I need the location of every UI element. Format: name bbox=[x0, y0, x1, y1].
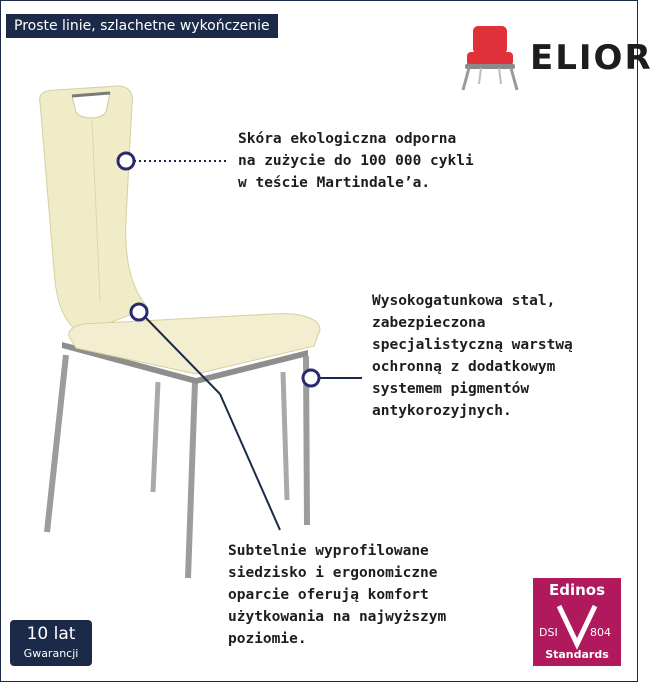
feature-line: specjalistyczną warstwą bbox=[372, 337, 573, 353]
feature-line: Skóra ekologiczna odporna bbox=[238, 131, 457, 147]
feature-eco-leather bbox=[238, 128, 474, 194]
warranty-badge bbox=[10, 620, 92, 666]
marker-icon bbox=[131, 304, 147, 320]
feature-ergonomic-seat bbox=[228, 540, 446, 650]
marker-icon bbox=[303, 370, 319, 386]
edinos-title: Edinos bbox=[548, 581, 606, 599]
feature-line: Wysokogatunkowa stal, bbox=[372, 293, 556, 309]
edinos-dsi: DSI bbox=[539, 626, 558, 639]
feature-line: zabezpieczona bbox=[372, 315, 486, 331]
feature-line: antykorozyjnych. bbox=[372, 403, 512, 419]
edinos-badge bbox=[533, 578, 621, 666]
warranty-label: Gwarancji bbox=[23, 647, 79, 660]
feature-line: w teście Martindale’a. bbox=[238, 175, 431, 191]
warranty-years: 10 lat bbox=[26, 624, 76, 644]
edinos-code: 804 bbox=[590, 626, 611, 639]
feature-line: ochronną z dodatkowym bbox=[372, 359, 556, 375]
feature-line: poziomie. bbox=[228, 631, 307, 647]
feature-steel-frame bbox=[372, 290, 573, 422]
edinos-standards: Standards bbox=[545, 648, 609, 661]
marker-icon bbox=[118, 153, 134, 169]
feature-line: siedzisko i ergonomiczne bbox=[228, 565, 438, 581]
feature-line: oparcie oferują komfort bbox=[228, 587, 429, 603]
feature-line: na zużycie do 100 000 cykli bbox=[238, 153, 474, 169]
feature-line: systemem pigmentów bbox=[372, 381, 530, 397]
header-title: Proste linie, szlachetne wykończenie bbox=[6, 14, 278, 38]
feature-line: Subtelnie wyprofilowane bbox=[228, 543, 429, 559]
brand-name: ELIOR bbox=[530, 38, 653, 78]
feature-line: użytkowania na najwyższym bbox=[228, 609, 447, 625]
checkmark-v-icon bbox=[555, 602, 599, 648]
